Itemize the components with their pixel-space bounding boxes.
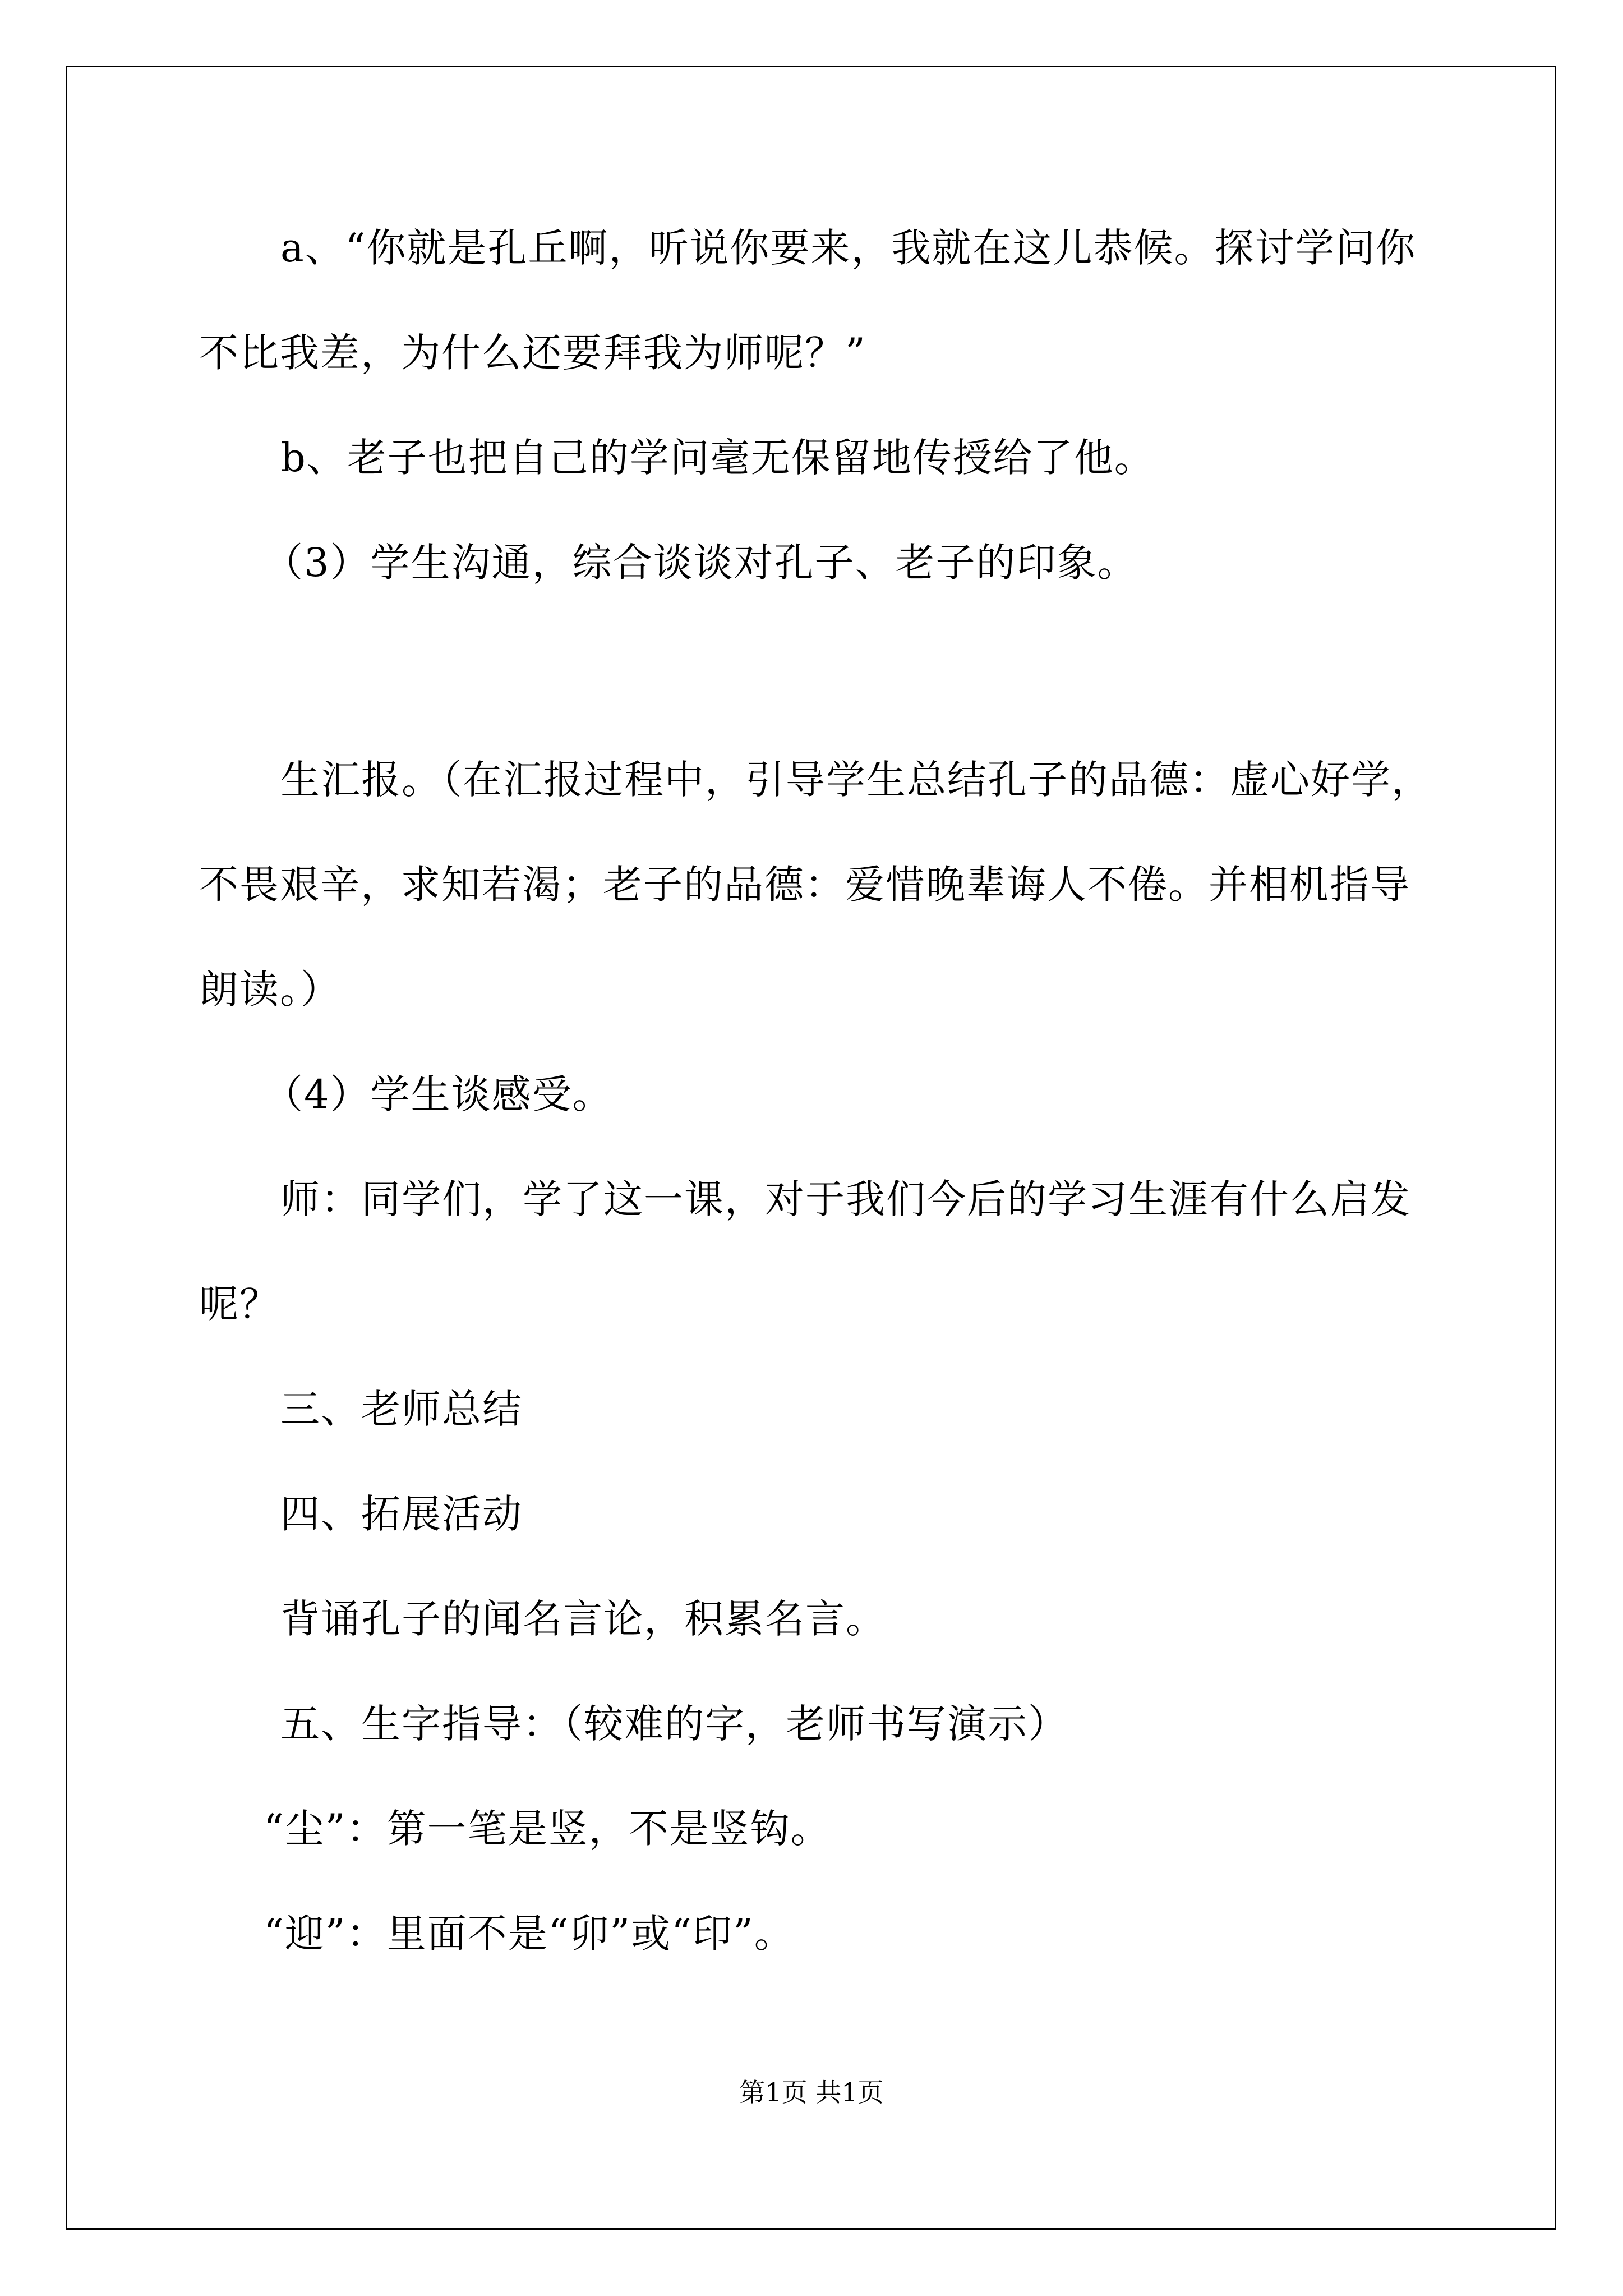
step-4: （4）学生谈感受。 [264, 1071, 613, 1117]
section-4-heading: 四、拓展活动 [280, 1491, 523, 1537]
report-line-2: 不畏艰辛，求知若渴；老子的品德：爱惜晚辈诲人不倦。并相机指导 [199, 862, 1410, 908]
step-3: （3）学生沟通，综合谈谈对孔子、老子的印象。 [264, 540, 1138, 586]
activity-text: 背诵孔子的闻名言论，积累名言。 [280, 1596, 886, 1642]
teacher-question-line-2: 呢？ [199, 1281, 280, 1327]
section-5-heading: 五、生字指导：（较难的字，老师书写演示） [280, 1701, 1068, 1747]
char-note-chen: “尘”：第一笔是竖，不是竖钩。 [264, 1806, 831, 1852]
section-3-heading: 三、老师总结 [280, 1386, 523, 1432]
report-line-1: 生汇报。（在汇报过程中，引导学生总结孔子的品德：虚心好学， [280, 757, 1432, 803]
page-number-footer: 第1页 共1页 [739, 2077, 884, 2108]
page-border [66, 66, 1556, 2230]
paragraph-b: b、老子也把自己的学问毫无保留地传授给了他。 [280, 435, 1155, 481]
paragraph-a-line-2: 不比我差，为什么还要拜我为师呢？” [199, 330, 866, 376]
char-note-ying: “迎”：里面不是“卯”或“印”。 [264, 1911, 795, 1957]
teacher-question-line-1: 师：同学们，学了这一课，对于我们今后的学习生涯有什么启发 [280, 1176, 1411, 1222]
paragraph-a-line-1: a、“你就是孔丘啊，听说你要来，我就在这儿恭候。探讨学问你 [280, 225, 1417, 271]
report-line-3: 朗读。） [199, 967, 341, 1013]
